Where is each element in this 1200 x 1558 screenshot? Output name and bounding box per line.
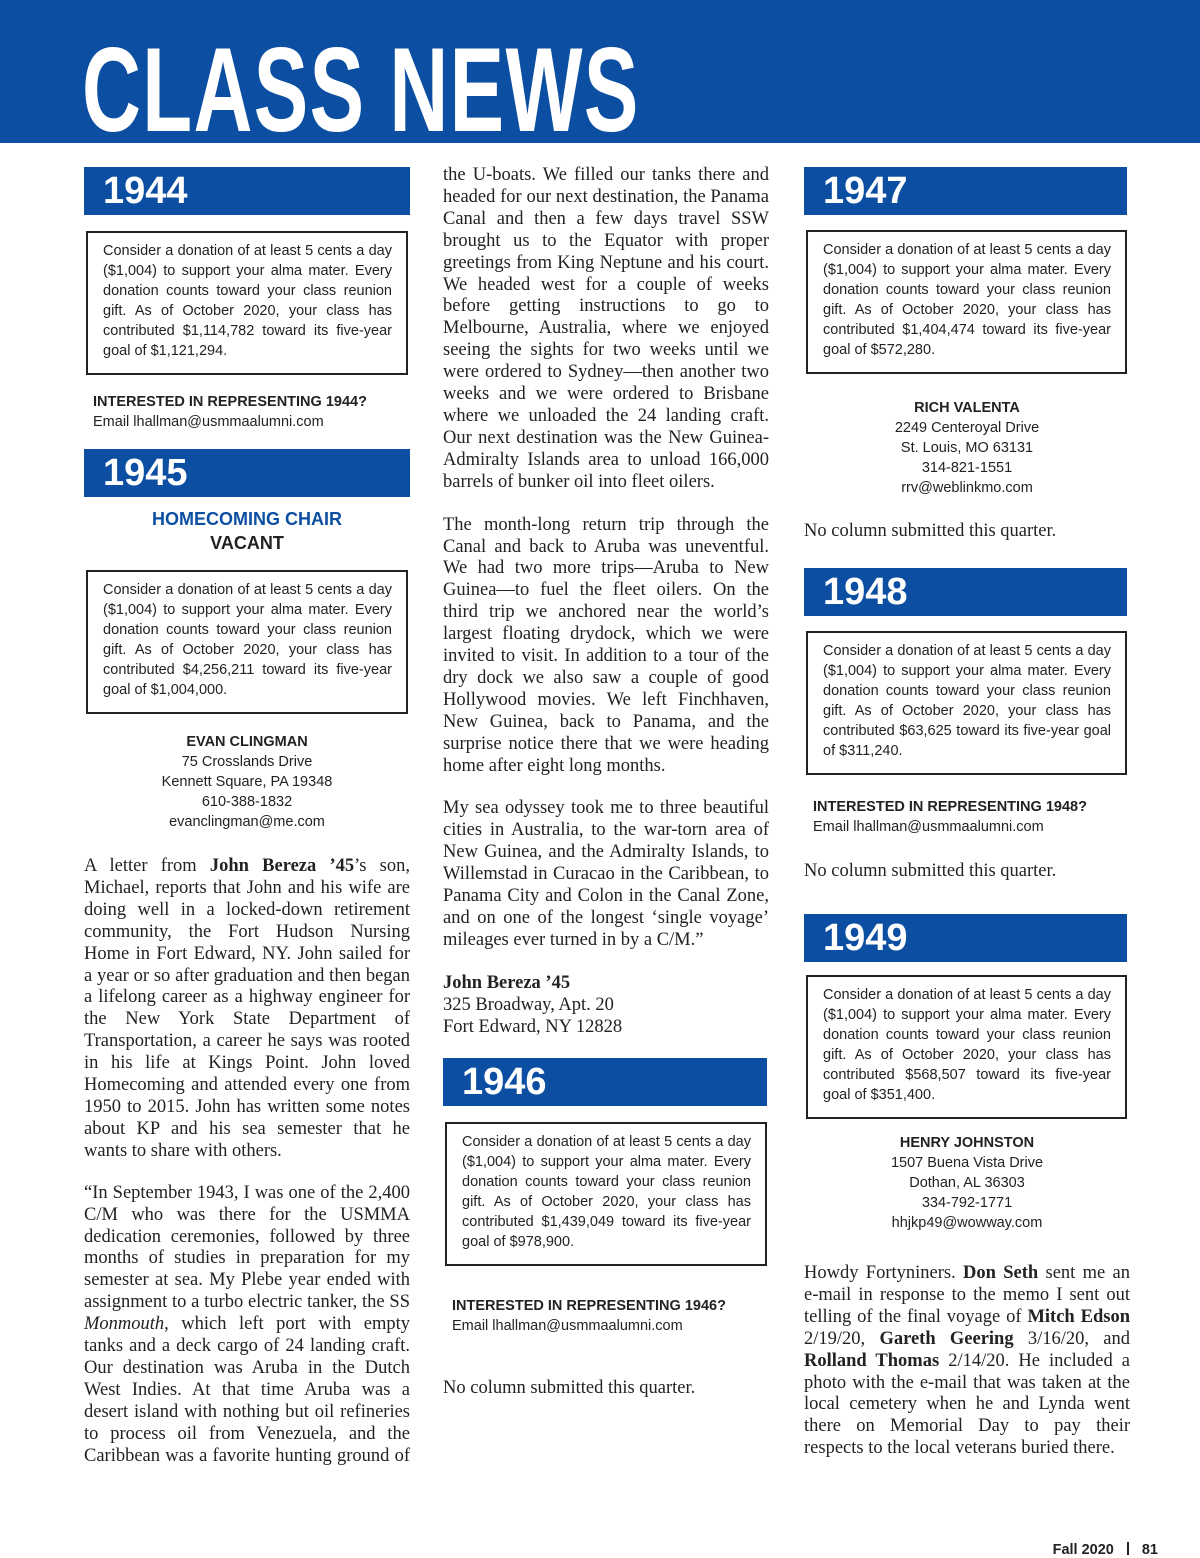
class-year-heading: 1947 bbox=[804, 167, 1127, 215]
signature-name: John Bereza ’45 bbox=[443, 972, 571, 993]
class-contact bbox=[84, 732, 410, 832]
contact-phone: 314-821-1551 bbox=[921, 460, 1013, 476]
chair-title: HOMECOMING CHAIR bbox=[152, 509, 342, 529]
donation-box: Consider a donation of at least 5 cents a day ($1,004) to support your alma mater. Every donation counts toward your class reunion gift. As of October 2020, your class has contributed $1,404,474 toward its five-year goal of $572,280. bbox=[806, 230, 1127, 374]
news-paragraph: The month-long return trip through the Canal and back to Aruba was uneventful. We had two more trips—Aruba to New Guinea—to fuel the fleet oilers. On the third trip we anchored near the world’s largest floating drydock, which we were invited to visit. In addition to a tour of the dry dock we also saw a couple of good Hollywood movies. We left Finchhaven, New Guinea, back to Panama, and the surprise notice there that we were heading home after eight long months. bbox=[443, 514, 769, 776]
news-paragraph: Howdy Fortyniners. Don Seth sent me an e-mail in response to the memo I sent out telling of the final voyage of Mitch Edson 2/19/20, Gareth Geering 3/16/20, and Rolland Thomas 2/14/20. He included a photo with the e-mail that was taken at the local cemetery when he and Lynda went there on Memorial Day to pay their respects to the local veterans buried there. bbox=[804, 1263, 1130, 1459]
person-name: Don Seth bbox=[963, 1263, 1039, 1283]
person-name: Rolland Thomas bbox=[804, 1350, 940, 1371]
contributed-amount: $4,256,211 bbox=[182, 662, 255, 678]
class-year-heading: 1948 bbox=[804, 568, 1127, 616]
contact-name: EVAN CLINGMAN bbox=[186, 734, 308, 750]
contact-address-line2: Kennett Square, PA 19348 bbox=[161, 774, 333, 790]
contact-address-line1: 1507 Buena Vista Drive bbox=[890, 1155, 1044, 1171]
page-number: 81 bbox=[1141, 1542, 1158, 1558]
contact-address-line2: St. Louis, MO 63131 bbox=[900, 440, 1034, 456]
no-column-note: No column submitted this quarter. bbox=[804, 521, 1057, 541]
contact-phone: 334-792-1771 bbox=[921, 1195, 1013, 1211]
contributed-amount: $1,404,474 bbox=[902, 322, 975, 338]
representative-heading: INTERESTED IN REPRESENTING 1948? bbox=[813, 799, 1087, 815]
class-contact bbox=[804, 1133, 1130, 1233]
contributed-amount: $568,507 bbox=[905, 1067, 966, 1083]
contact-address-line2: Dothan, AL 36303 bbox=[909, 1175, 1025, 1191]
contributed-amount: $1,114,782 bbox=[182, 323, 255, 339]
class-1948-section bbox=[804, 568, 1130, 882]
page-title: CLASS NEWS bbox=[82, 23, 640, 143]
contact-email[interactable]: rrv@weblinkmo.com bbox=[901, 480, 1033, 496]
class-year-heading: 1944 bbox=[84, 167, 410, 215]
contact-name: HENRY JOHNSTON bbox=[899, 1135, 1035, 1151]
contact-email[interactable]: evanclingman@me.com bbox=[169, 814, 325, 830]
contact-address-line1: 75 Crosslands Drive bbox=[181, 754, 313, 770]
news-paragraph-continued: the U-boats. We filled our tanks there and headed for our next destination, the Panama Canal and then a few days travel SSW brought us to the Equator with proper greetings from King Neptune and his court. We headed west for a couple of weeks before getting instructions to go to Melbourne, Australia, where we enjoyed seeing the sights for two weeks until we were ordered to Sydney—then another two weeks and we were ordered to Brisbane where we unloaded the 24 landing craft. Our next destination was the New Guinea-Admiralty Islands area to unload 166,000 barrels of bunker oil into fleet oilers. bbox=[443, 165, 769, 492]
masthead bbox=[0, 0, 1200, 143]
class-1946-section bbox=[443, 1058, 769, 1399]
class-1949-section bbox=[804, 914, 1130, 1460]
footer-divider bbox=[1127, 1542, 1129, 1555]
news-paragraph: A letter from John Bereza ’45’s son, Michael, reports that John and his wife are doing well in a locked-down retirement community, the Fort Hudson Nursing Home in Fort Edward, NY. John sailed for a year or so after graduation and then began a lifelong career as a highway engineer for the New York State Department of Transportation, a career he says was rooted in his life at Kings Point. John loved Homecoming and attended every one from 1950 to 2015. John has written some notes about KP and his sea semester that he wants to share with others. bbox=[84, 856, 410, 1161]
representative-email[interactable]: Email lhallman@usmmaalumni.com bbox=[813, 819, 1044, 835]
representative-heading: INTERESTED IN REPRESENTING 1946? bbox=[452, 1297, 726, 1314]
contact-email[interactable]: hhjkp49@wowway.com bbox=[891, 1215, 1043, 1231]
representative-request bbox=[804, 797, 1130, 837]
goal-amount: $978,900 bbox=[509, 1233, 571, 1250]
no-column-note: No column submitted this quarter. bbox=[443, 1377, 696, 1398]
representative-email[interactable]: Email lhallman@usmmaalumni.com bbox=[452, 1317, 683, 1334]
homecoming-chair bbox=[84, 507, 410, 555]
donation-box: Consider a donation of at least 5 cents a day ($1,004) to support your alma mater. Every donation counts toward your class reunion gift. As of October 2020, your class has contributed $1,114,782 toward its five-year goal of $1,121,294. bbox=[86, 231, 408, 375]
no-column-note: No column submitted this quarter. bbox=[804, 861, 1057, 881]
ship-name: Monmouth bbox=[84, 1314, 165, 1335]
person-name: Gareth Geering bbox=[879, 1328, 1014, 1349]
representative-request bbox=[84, 392, 410, 432]
contact-name: RICH VALENTA bbox=[914, 400, 1020, 416]
class-year-heading: 1949 bbox=[804, 914, 1127, 962]
donation-box: Consider a donation of at least 5 cents a day ($1,004) to support your alma mater. Every donation counts toward your class reunion gift. As of October 2020, your class has contributed $568,507 toward its five-year goal of $351,400. bbox=[806, 975, 1127, 1119]
donation-box: Consider a donation of at least 5 cents a day ($1,004) to support your alma mater. Every donation counts toward your class reunion gift. As of October 2020, your class has contributed $63,625 toward its five-year goal of $311,240. bbox=[806, 631, 1127, 775]
contributed-amount: $63,625 bbox=[899, 723, 952, 739]
donation-box: Consider a donation of at least 5 cents a day ($1,004) to support your alma mater. Every donation counts toward your class reunion gift. As of October 2020, your class has contributed $1,439,049 toward its five-year goal of $978,900. bbox=[445, 1122, 767, 1266]
class-1944-section bbox=[84, 167, 410, 432]
letter-signature bbox=[443, 972, 769, 1038]
class-year-heading: 1945 bbox=[84, 449, 410, 497]
class-year-heading: 1946 bbox=[443, 1058, 767, 1106]
class-1947-section bbox=[804, 167, 1130, 542]
signature-address-line1: 325 Broadway, Apt. 20 bbox=[443, 994, 614, 1015]
class-contact bbox=[804, 398, 1130, 498]
goal-amount: $1,004,000 bbox=[150, 682, 224, 698]
signature-address-line2: Fort Edward, NY 12828 bbox=[443, 1016, 623, 1037]
goal-amount: $572,280 bbox=[870, 342, 932, 358]
representative-request bbox=[443, 1296, 769, 1336]
representative-email[interactable]: Email lhallman@usmmaalumni.com bbox=[93, 414, 324, 430]
news-paragraph: “In September 1943, I was one of the 2,400 C/M who was there for the USMMA dedication ceremonies, followed by three months of studies in preparation for my semester at sea. My Plebe year ended with assignment to a turbo electric tanker, the SS Monmouth, which left port with empty tanks and a deck cargo of 24 landing craft. Our destination was Aruba in the Dutch West Indies. At that time Aruba was a desert island with nothing but oil refineries to process oil from Venezuela, and the Caribbean was a favorite hunting ground of bbox=[84, 1182, 410, 1466]
person-name: Mitch Edson bbox=[1027, 1306, 1130, 1327]
column-right bbox=[804, 165, 1130, 1460]
contributed-amount: $1,439,049 bbox=[541, 1213, 615, 1230]
column-middle bbox=[443, 165, 769, 1399]
class-1945-section bbox=[84, 449, 410, 1467]
representative-heading: INTERESTED IN REPRESENTING 1944? bbox=[93, 394, 367, 410]
issue-label: Fall 2020 bbox=[1052, 1542, 1114, 1558]
donation-box: Consider a donation of at least 5 cents a day ($1,004) to support your alma mater. Every donation counts toward your class reunion gift. As of October 2020, your class has contributed $4,256,211 toward its five-year goal of $1,004,000. bbox=[86, 570, 408, 714]
contact-address-line1: 2249 Centeroyal Drive bbox=[894, 420, 1040, 436]
column-left bbox=[84, 165, 410, 1467]
page-footer bbox=[1053, 1542, 1158, 1558]
news-paragraph: My sea odyssey took me to three beautiful cities in Australia, to the war-torn area of New Guinea, and the Admiralty Islands, to Willemstad in Curacao in the Caribbean, to Panama City and Colon in the Canal Zone, and on one of the longest ‘single voyage’ mileages ever turned in by a C/M.” bbox=[443, 798, 769, 950]
person-name: John Bereza ’45 bbox=[209, 856, 355, 876]
contact-phone: 610-388-1832 bbox=[201, 794, 293, 810]
chair-status: VACANT bbox=[210, 533, 284, 553]
goal-amount: $1,121,294 bbox=[150, 343, 224, 359]
goal-amount: $351,400 bbox=[870, 1087, 932, 1103]
goal-amount: $311,240 bbox=[839, 743, 899, 759]
